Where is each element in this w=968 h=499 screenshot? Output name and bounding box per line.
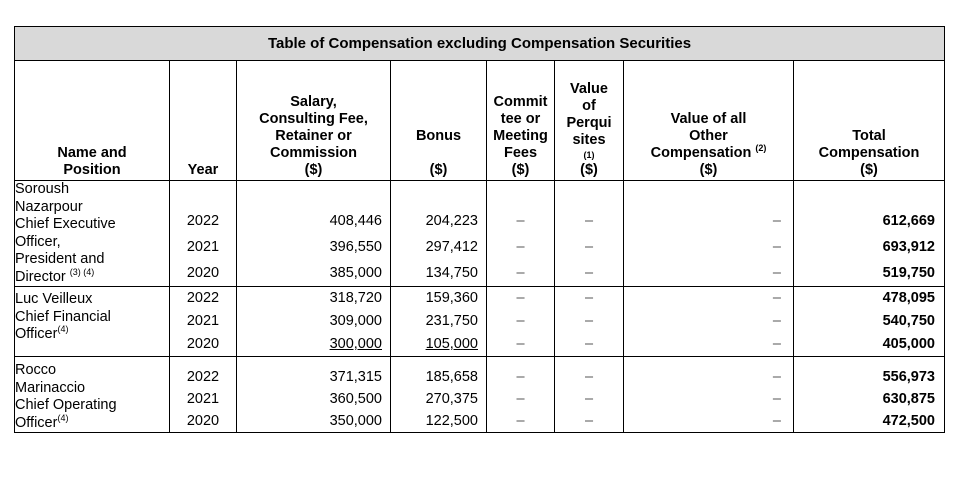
bonus-cell: 185,658 270,375 122,500: [391, 357, 487, 433]
total-compensation-cell: 556,973 630,875 472,500: [794, 357, 945, 433]
executive-name-cell: Soroush Nazarpour Chief Executive Officer, President and Director $^{(3) (4)}$: [15, 181, 170, 287]
executive-name-cell: Rocco Marinaccio Chief Operating Officer$^{(4)}$: [15, 357, 170, 433]
table-row: [15, 181, 945, 287]
executive-name-cell: Luc Veilleux Chief Financial Officer$^{(4)}$: [15, 287, 170, 357]
header-bonus: Bonus ($): [391, 61, 487, 181]
perquisites-cell: – – –: [555, 181, 624, 287]
compensation-table: [14, 26, 945, 433]
table-title: Table of Compensation excluding Compensation Securities: [15, 27, 945, 61]
header-year: Year: [170, 61, 237, 181]
table-row: [15, 357, 945, 433]
year-cell: 2022 2021 2020: [170, 357, 237, 433]
year-cell: 2022 2021 2020: [170, 181, 237, 287]
footnote-1: (1): [583, 150, 595, 160]
other-compensation-cell: – – –: [624, 181, 794, 287]
header-name-position: Name and Position: [15, 61, 170, 181]
total-compensation-cell: 478,095 540,750 405,000: [794, 287, 945, 357]
other-compensation-cell: – – –: [624, 287, 794, 357]
perquisites-cell: – – –: [555, 287, 624, 357]
salary-cell: 408,446 396,550 385,000: [237, 181, 391, 287]
salary-cell: 318,720 309,000 300,000: [237, 287, 391, 357]
bonus-cell: 204,223 297,412 134,750: [391, 181, 487, 287]
header-perquisites: Value of Perqui sites (1) ($): [555, 61, 624, 181]
committee-fees-cell: – – –: [487, 181, 555, 287]
header-salary: Salary, Consulting Fee, Retainer or Commission ($): [237, 61, 391, 181]
year-cell: 2022 2021 2020: [170, 287, 237, 357]
other-compensation-cell: – – –: [624, 357, 794, 433]
header-other-compensation: Value of all Other Compensation $^{(2)}$ ($): [624, 61, 794, 181]
total-compensation-cell: 612,669 693,912 519,750: [794, 181, 945, 287]
bonus-cell: 159,360 231,750 105,000: [391, 287, 487, 357]
committee-fees-cell: – – –: [487, 287, 555, 357]
footnote-2: (2): [755, 143, 767, 154]
table-row: [15, 287, 945, 357]
salary-cell: 371,315 360,500 350,000: [237, 357, 391, 433]
header-row: [15, 61, 945, 181]
header-committee-fees: Commit tee or Meeting Fees ($): [487, 61, 555, 181]
committee-fees-cell: – – –: [487, 357, 555, 433]
header-total-compensation: Total Compensation ($): [794, 61, 945, 181]
perquisites-cell: – – –: [555, 357, 624, 433]
